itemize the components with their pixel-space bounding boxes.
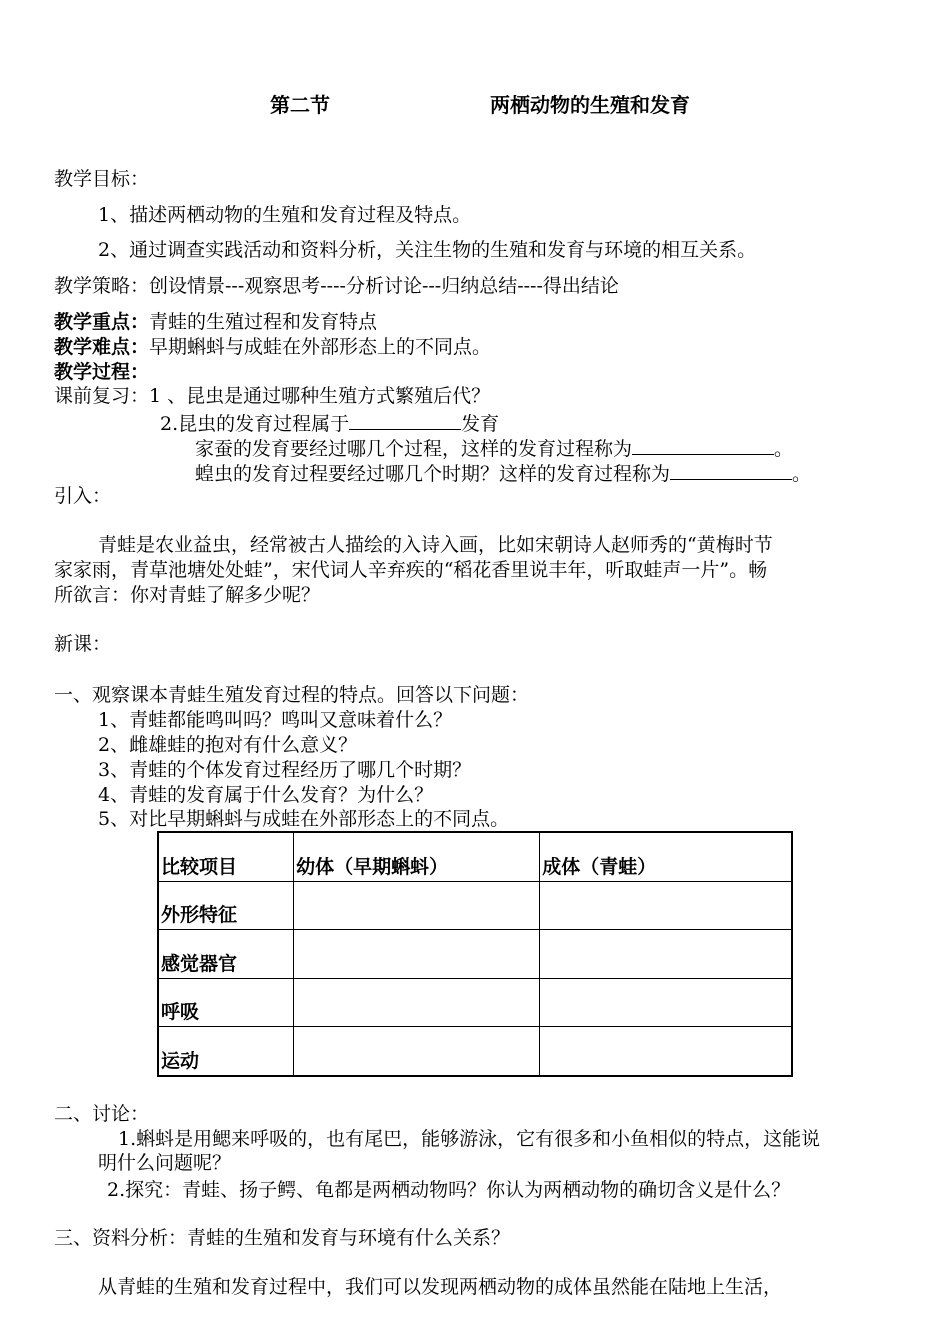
objective-item: 2、通过调查实践活动和资料分析，关注生物的生殖和发育与环境的相互关系。 — [98, 239, 757, 261]
part2-question-cont: 明什么问题呢？ — [98, 1152, 232, 1174]
part3-paragraph: 从青蛙的生殖和发育过程中，我们可以发现两栖动物的成体虽然能在陆地上生活， — [98, 1276, 783, 1298]
intro-line: 家家雨，青草池塘处处蛙”，宋代词人辛弃疾的“稻花香里说丰年，听取蛙声一片”。畅 — [54, 559, 768, 581]
intro-line: 所欲言：你对青蛙了解多少呢？ — [54, 584, 321, 606]
key-point-label: 教学重点： — [54, 311, 150, 333]
objective-item: 1、描述两栖动物的生殖和发育过程及特点。 — [98, 204, 472, 226]
review-q3-text: 家蚕的发育要经过哪几个过程，这样的发育过程称为 — [195, 438, 633, 460]
table-cell-empty[interactable] — [540, 881, 792, 929]
table-cell-empty[interactable] — [540, 978, 792, 1026]
table-header-cell: 幼体（早期蝌蚪） — [294, 832, 540, 881]
page-title: 两栖动物的生殖和发育 — [490, 93, 690, 117]
part1-question: 3、青蛙的个体发育过程经历了哪几个时期？ — [98, 759, 472, 781]
table-row — [158, 930, 792, 978]
process-label: 教学过程： — [54, 361, 150, 383]
row-label: 感觉器官 — [158, 930, 294, 978]
fill-blank[interactable] — [349, 409, 461, 430]
difficulty — [54, 335, 491, 359]
comparison-table — [157, 831, 793, 1077]
part2-question: 1.蝌蚪是用鳃来呼吸的，也有尾巴，能够游泳，它有很多和小鱼相似的特点，这能说 — [118, 1128, 821, 1150]
row-label: 运动 — [158, 1027, 294, 1076]
section-number: 第二节 — [270, 93, 330, 117]
part1-question: 4、青蛙的发育属于什么发育？为什么？ — [98, 784, 434, 806]
table-header-row — [158, 832, 792, 881]
difficulty-text: 早期蝌蚪与成蛙在外部形态上的不同点。 — [149, 336, 492, 358]
review-q4-text: 蝗虫的发育过程要经过哪几个时期？这样的发育过程称为 — [195, 463, 671, 485]
new-lesson-label: 新课： — [54, 633, 112, 655]
table-row — [158, 1027, 792, 1076]
fill-blank[interactable] — [670, 459, 792, 480]
table-header-cell: 比较项目 — [158, 832, 294, 881]
table-cell-empty[interactable] — [294, 930, 540, 978]
table-row — [158, 978, 792, 1026]
table-cell-empty[interactable] — [294, 978, 540, 1026]
review-q2-suffix: 发育 — [461, 413, 500, 435]
intro-line: 青蛙是农业益虫，经常被古人描绘的入诗入画，比如宋朝诗人赵师秀的“黄梅时节 — [98, 534, 773, 556]
row-label: 外形特征 — [158, 881, 294, 929]
table-header-cell: 成体（青蛙） — [540, 832, 792, 881]
intro-label: 引入： — [54, 485, 112, 507]
review-question-4 — [195, 459, 811, 486]
part2-question: 2.探究：青蛙、扬子鳄、龟都是两栖动物吗？你认为两栖动物的确切含义是什么？ — [107, 1179, 791, 1201]
table-row — [158, 881, 792, 929]
table-cell-empty[interactable] — [540, 1027, 792, 1076]
review-q2-text: 2.昆虫的发育过程属于 — [160, 413, 350, 435]
table-cell-empty[interactable] — [540, 930, 792, 978]
part3-heading: 三、资料分析：青蛙的生殖和发育与环境有什么关系？ — [54, 1227, 511, 1249]
table-cell-empty[interactable] — [294, 881, 540, 929]
key-point-text: 青蛙的生殖过程和发育特点 — [149, 311, 378, 333]
review-question-1: 课前复习：1 、昆虫是通过哪种生殖方式繁殖后代？ — [54, 385, 491, 407]
fill-blank[interactable] — [632, 434, 774, 455]
review-q3-suffix: 。 — [774, 438, 794, 460]
part1-question: 1、青蛙都能鸣叫吗？鸣叫又意味着什么？ — [98, 709, 453, 731]
row-label: 呼吸 — [158, 978, 294, 1026]
difficulty-label: 教学难点： — [54, 336, 150, 358]
part1-heading: 一、观察课本青蛙生殖发育过程的特点。回答以下问题： — [54, 684, 530, 706]
objectives-label: 教学目标： — [54, 168, 150, 190]
part1-question: 2、雌雄蛙的抱对有什么意义？ — [98, 734, 358, 756]
review-question-2 — [160, 409, 499, 436]
review-question-3 — [195, 434, 793, 461]
part1-question: 5、对比早期蝌蚪与成蛙在外部形态上的不同点。 — [98, 808, 510, 830]
review-q4-suffix: 。 — [792, 463, 812, 485]
part2-heading: 二、讨论： — [54, 1103, 150, 1125]
key-point — [54, 310, 377, 334]
teaching-strategy: 教学策略：创设情景---观察思考----分析讨论---归纳总结----得出结论 — [54, 275, 619, 297]
table-cell-empty[interactable] — [294, 1027, 540, 1076]
